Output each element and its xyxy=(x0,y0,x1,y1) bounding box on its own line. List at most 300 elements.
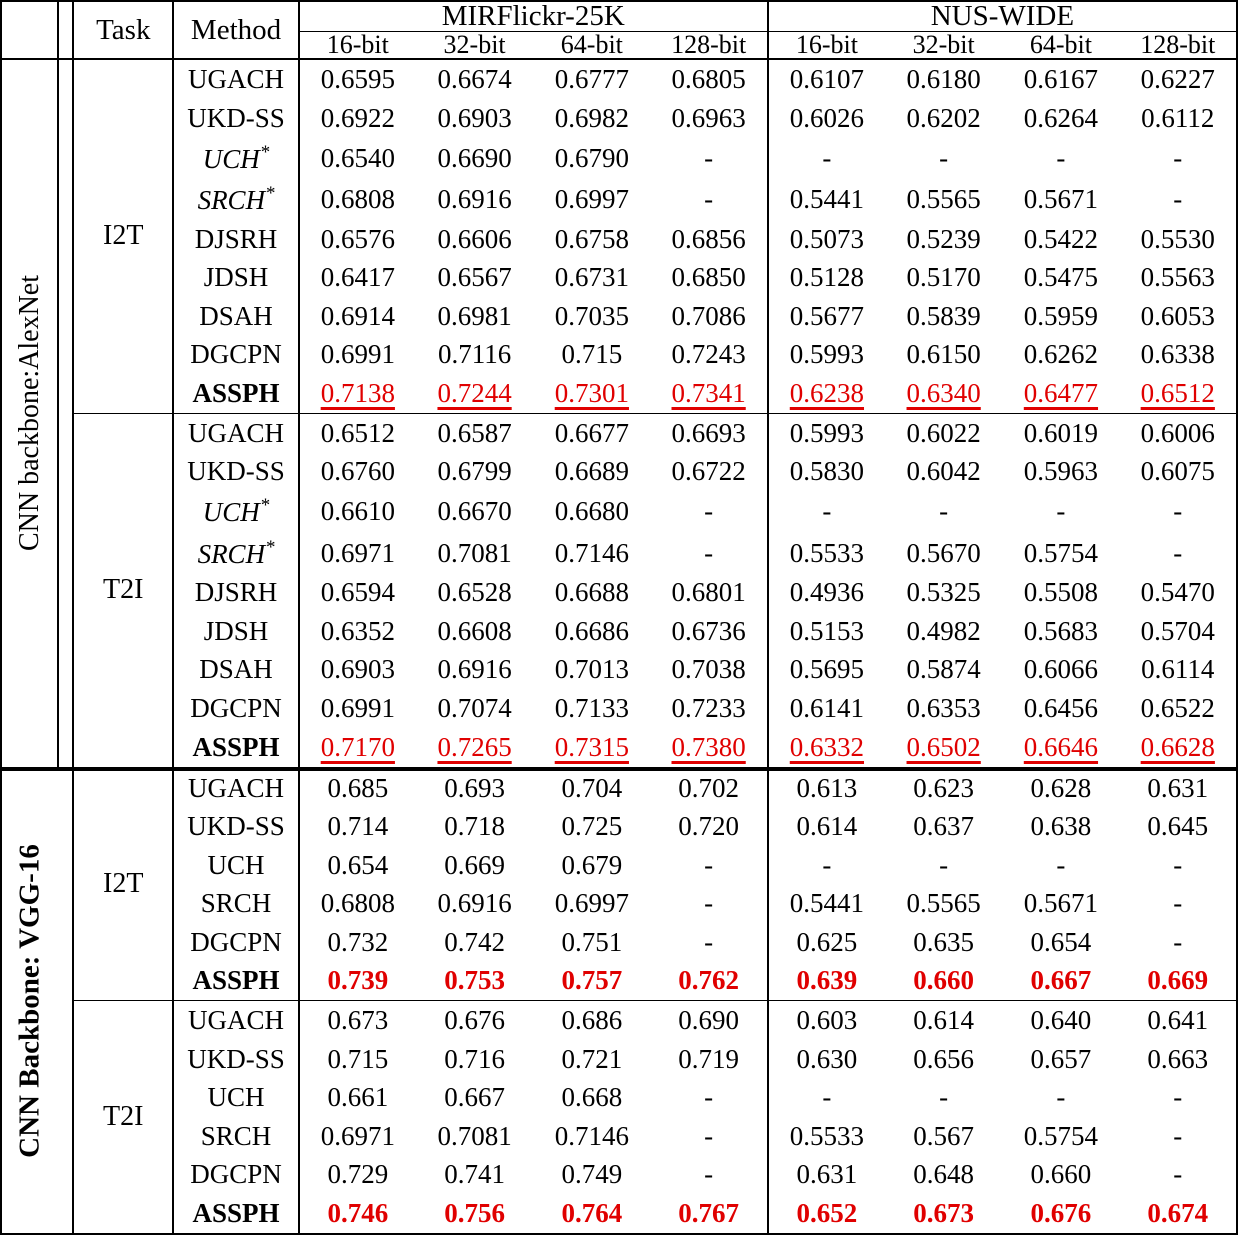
backbone-header-spacer xyxy=(1,1,57,59)
value-mirflickr-64-bit: 0.7301 xyxy=(554,377,629,408)
header-row-groups xyxy=(1,1,1237,32)
value-mirflickr-32-bit: 0.6916 xyxy=(437,654,512,685)
value-mirflickr-32-bit: 0.6799 xyxy=(437,456,512,487)
value-nuswide-128-bit: 0.6114 xyxy=(1120,651,1237,690)
value-nuswide-16-bit: - xyxy=(822,142,832,173)
value-mirflickr-64-bit: 0.7133 xyxy=(554,692,629,723)
method-name: JDSH xyxy=(173,612,298,651)
value-nuswide-128-bit: 0.6338 xyxy=(1120,336,1237,375)
table-row xyxy=(1,297,1237,336)
value-mirflickr-16-bit: 0.729 xyxy=(327,1159,389,1190)
value-nuswide-128-bit: 0.5470 xyxy=(1120,574,1237,613)
value-mirflickr-16-bit: 0.6512 xyxy=(299,413,416,452)
table-row xyxy=(1,259,1237,298)
value-nuswide-128-bit: 0.6628 xyxy=(1120,728,1237,768)
task-label-i2t: I2T xyxy=(73,59,173,413)
table-row xyxy=(1,923,1237,962)
value-mirflickr-16-bit: 0.6971 xyxy=(320,537,395,568)
value-nuswide-16-bit: 0.5441 xyxy=(789,183,865,214)
value-mirflickr-16-bit: 0.6760 xyxy=(320,456,395,487)
value-nuswide-128-bit: 0.663 xyxy=(1120,1040,1237,1079)
value-mirflickr-128-bit: 0.719 xyxy=(650,1040,767,1079)
value-nuswide-128-bit: 0.6053 xyxy=(1120,297,1237,336)
method-name: ASSPH xyxy=(173,962,298,1001)
value-nuswide-64-bit: 0.5422 xyxy=(1023,223,1099,254)
value-mirflickr-32-bit: 0.6606 xyxy=(437,223,512,254)
table-row xyxy=(1,1078,1237,1117)
value-mirflickr-32-bit: 0.716 xyxy=(444,1043,505,1074)
table-row xyxy=(1,137,1237,178)
value-mirflickr-128-bit: - xyxy=(650,923,767,962)
value-nuswide-32-bit: 0.5239 xyxy=(906,223,981,254)
value-nuswide-32-bit: 0.5565 xyxy=(906,183,981,214)
method-name: DJSRH xyxy=(173,574,298,613)
value-nuswide-64-bit: 0.640 xyxy=(1002,1001,1119,1040)
value-mirflickr-64-bit: 0.7146 xyxy=(554,537,629,568)
value-nuswide-32-bit: 0.5874 xyxy=(906,654,981,685)
value-nuswide-32-bit: 0.6202 xyxy=(906,102,981,133)
value-nuswide-64-bit: 0.657 xyxy=(1030,1043,1092,1074)
value-mirflickr-64-bit: 0.6686 xyxy=(554,615,629,646)
value-mirflickr-64-bit: 0.6688 xyxy=(554,577,629,608)
value-nuswide-16-bit: 0.5441 xyxy=(789,888,865,919)
value-mirflickr-64-bit: 0.749 xyxy=(561,1159,623,1190)
value-nuswide-16-bit: 0.625 xyxy=(796,926,858,957)
value-mirflickr-64-bit: 0.721 xyxy=(561,1043,623,1074)
value-nuswide-32-bit: - xyxy=(939,142,949,173)
value-mirflickr-64-bit: 0.757 xyxy=(561,965,623,996)
table-row xyxy=(1,220,1237,259)
header-bit-nus-64: 64-bit xyxy=(1029,30,1092,59)
value-nuswide-32-bit: 0.660 xyxy=(913,965,975,996)
value-mirflickr-64-bit: 0.6997 xyxy=(554,183,629,214)
value-nuswide-64-bit: 0.6456 xyxy=(1023,692,1099,723)
section-double-rule-gap xyxy=(57,59,73,768)
method-name: DSAH xyxy=(173,297,298,336)
value-mirflickr-64-bit: 0.764 xyxy=(533,1194,650,1234)
value-nuswide-64-bit: 0.654 xyxy=(1030,926,1092,957)
value-mirflickr-16-bit: 0.6352 xyxy=(320,615,395,646)
value-nuswide-16-bit: 0.5830 xyxy=(789,456,865,487)
value-mirflickr-128-bit: - xyxy=(650,1155,767,1194)
method-name: UGACH xyxy=(173,59,298,99)
value-mirflickr-32-bit: 0.6916 xyxy=(437,888,512,919)
value-mirflickr-64-bit: 0.7013 xyxy=(554,654,629,685)
value-mirflickr-128-bit: 0.6801 xyxy=(650,574,767,613)
table-row xyxy=(1,532,1237,573)
method-name: DJSRH xyxy=(173,220,298,259)
value-nuswide-32-bit: 0.6180 xyxy=(885,59,1002,99)
value-mirflickr-32-bit: 0.6674 xyxy=(416,59,533,99)
value-mirflickr-128-bit: 0.6736 xyxy=(650,612,767,651)
value-mirflickr-16-bit: 0.6595 xyxy=(299,59,416,99)
value-nuswide-128-bit: 0.641 xyxy=(1120,1001,1237,1040)
value-nuswide-128-bit: - xyxy=(1120,137,1237,178)
method-name: UGACH xyxy=(173,1001,298,1040)
value-nuswide-128-bit: 0.6227 xyxy=(1120,59,1237,99)
method-name: DGCPN xyxy=(173,336,298,375)
table-row xyxy=(1,1001,1237,1040)
table-row xyxy=(1,1194,1237,1234)
value-mirflickr-16-bit: 0.746 xyxy=(299,1194,416,1234)
value-mirflickr-32-bit: 0.718 xyxy=(444,811,505,842)
value-nuswide-128-bit: - xyxy=(1120,1155,1237,1194)
table-row xyxy=(1,612,1237,651)
value-nuswide-32-bit: - xyxy=(939,849,949,880)
value-nuswide-16-bit: 0.4936 xyxy=(789,577,865,608)
value-nuswide-16-bit: 0.6238 xyxy=(789,377,865,408)
value-nuswide-16-bit: 0.5993 xyxy=(768,413,885,452)
value-nuswide-64-bit: 0.5754 xyxy=(1023,537,1099,568)
value-nuswide-64-bit: 0.667 xyxy=(1030,965,1092,996)
value-nuswide-32-bit: 0.6022 xyxy=(885,413,1002,452)
value-mirflickr-32-bit: 0.6567 xyxy=(437,262,512,293)
value-mirflickr-32-bit: 0.7116 xyxy=(437,339,512,370)
value-nuswide-32-bit: 0.6340 xyxy=(906,377,981,408)
value-mirflickr-32-bit: 0.6916 xyxy=(437,183,512,214)
value-mirflickr-32-bit: 0.6903 xyxy=(437,102,512,133)
value-nuswide-32-bit: 0.6150 xyxy=(906,339,981,370)
value-mirflickr-16-bit: 0.673 xyxy=(299,1001,416,1040)
value-nuswide-16-bit: - xyxy=(822,849,832,880)
value-mirflickr-32-bit: 0.6981 xyxy=(437,300,512,331)
value-mirflickr-16-bit: 0.6971 xyxy=(320,1120,395,1151)
value-mirflickr-16-bit: 0.685 xyxy=(299,768,416,808)
method-name: ASSPH xyxy=(173,728,298,768)
method-name: UKD-SS xyxy=(173,453,298,492)
method-name: UCH xyxy=(173,846,298,885)
value-nuswide-32-bit: - xyxy=(939,496,949,527)
task-label-t2i: T2I xyxy=(73,1001,173,1234)
table-row xyxy=(1,962,1237,1001)
value-nuswide-16-bit: 0.5153 xyxy=(789,615,865,646)
value-mirflickr-64-bit: 0.6680 xyxy=(554,496,629,527)
value-mirflickr-16-bit: 0.6991 xyxy=(320,339,395,370)
value-mirflickr-64-bit: 0.704 xyxy=(533,768,650,808)
value-nuswide-128-bit: 0.6522 xyxy=(1120,689,1237,728)
header-bit-mir-64: 64-bit xyxy=(560,30,623,59)
table-row xyxy=(1,179,1237,220)
value-mirflickr-64-bit: 0.6677 xyxy=(533,413,650,452)
value-mirflickr-16-bit: 0.6922 xyxy=(320,102,395,133)
table-row xyxy=(1,59,1237,99)
value-mirflickr-128-bit: 0.720 xyxy=(650,808,767,847)
header-bit-nus-32: 32-bit xyxy=(912,30,975,59)
value-nuswide-32-bit: 0.623 xyxy=(885,768,1002,808)
value-mirflickr-64-bit: 0.7315 xyxy=(533,728,650,768)
table-row xyxy=(1,453,1237,492)
asterisk-marker: * xyxy=(259,141,270,163)
value-mirflickr-16-bit: 0.6417 xyxy=(320,262,395,293)
value-nuswide-32-bit: - xyxy=(939,1082,949,1113)
task-label-i2t: I2T xyxy=(73,768,173,1001)
value-mirflickr-32-bit: 0.6528 xyxy=(437,577,512,608)
table-row xyxy=(1,336,1237,375)
value-nuswide-16-bit: 0.630 xyxy=(796,1043,858,1074)
value-nuswide-64-bit: - xyxy=(1056,1082,1066,1113)
value-mirflickr-16-bit: 0.6594 xyxy=(320,577,395,608)
value-nuswide-128-bit: 0.645 xyxy=(1120,808,1237,847)
value-nuswide-128-bit: 0.669 xyxy=(1120,962,1237,1001)
value-mirflickr-32-bit: 0.7244 xyxy=(437,377,512,408)
method-name: SRCH* xyxy=(173,532,298,573)
header-dataset-nuswide: NUS-WIDE xyxy=(768,1,1237,32)
value-mirflickr-128-bit: 0.7341 xyxy=(650,374,767,413)
value-mirflickr-16-bit: 0.715 xyxy=(327,1043,389,1074)
value-nuswide-16-bit: 0.6141 xyxy=(789,692,865,723)
value-nuswide-128-bit: 0.6512 xyxy=(1120,374,1237,413)
value-nuswide-32-bit: 0.6042 xyxy=(906,456,981,487)
value-mirflickr-128-bit: 0.702 xyxy=(650,768,767,808)
value-nuswide-16-bit: 0.639 xyxy=(796,965,858,996)
value-nuswide-16-bit: 0.613 xyxy=(768,768,885,808)
header-bit-mir-32: 32-bit xyxy=(443,30,506,59)
value-mirflickr-16-bit: 0.661 xyxy=(327,1082,389,1113)
value-mirflickr-128-bit: 0.6722 xyxy=(650,453,767,492)
value-nuswide-32-bit: 0.5325 xyxy=(906,577,981,608)
value-nuswide-64-bit: - xyxy=(1056,142,1066,173)
value-nuswide-32-bit: 0.5565 xyxy=(906,888,981,919)
value-nuswide-128-bit: - xyxy=(1120,1078,1237,1117)
value-nuswide-64-bit: 0.6646 xyxy=(1002,728,1119,768)
value-nuswide-16-bit: - xyxy=(822,1082,832,1113)
header-bit-mir-16: 16-bit xyxy=(326,30,389,59)
value-mirflickr-32-bit: 0.7081 xyxy=(437,1120,512,1151)
value-nuswide-16-bit: 0.5128 xyxy=(789,262,865,293)
value-nuswide-32-bit: 0.5170 xyxy=(906,262,981,293)
header-bit-nus-16: 16-bit xyxy=(795,30,858,59)
value-nuswide-32-bit: 0.614 xyxy=(885,1001,1002,1040)
value-nuswide-128-bit: 0.6112 xyxy=(1120,99,1237,138)
asterisk-marker: * xyxy=(265,182,275,204)
value-nuswide-16-bit: 0.5073 xyxy=(789,223,865,254)
value-nuswide-16-bit: 0.5695 xyxy=(789,654,865,685)
table-row xyxy=(1,1040,1237,1079)
value-mirflickr-128-bit: 0.690 xyxy=(650,1001,767,1040)
value-mirflickr-16-bit: 0.714 xyxy=(327,811,389,842)
value-mirflickr-128-bit: 0.7038 xyxy=(650,651,767,690)
method-name: ASSPH xyxy=(173,1194,298,1234)
value-nuswide-16-bit: 0.5993 xyxy=(789,339,865,370)
value-nuswide-64-bit: 0.6066 xyxy=(1023,654,1099,685)
value-mirflickr-16-bit: 0.6610 xyxy=(320,496,395,527)
value-mirflickr-16-bit: 0.6914 xyxy=(320,300,395,331)
value-mirflickr-16-bit: 0.732 xyxy=(327,926,389,957)
value-mirflickr-64-bit: 0.6758 xyxy=(554,223,629,254)
value-nuswide-64-bit: 0.5671 xyxy=(1023,888,1099,919)
value-nuswide-64-bit: 0.5959 xyxy=(1023,300,1099,331)
backbone-label-cell xyxy=(1,768,57,1234)
value-mirflickr-64-bit: 0.6777 xyxy=(533,59,650,99)
table-row xyxy=(1,846,1237,885)
value-nuswide-64-bit: 0.6477 xyxy=(1023,377,1099,408)
value-nuswide-64-bit: 0.6262 xyxy=(1023,339,1099,370)
value-nuswide-16-bit: 0.6026 xyxy=(789,102,865,133)
value-mirflickr-16-bit: 0.6808 xyxy=(320,888,395,919)
value-mirflickr-64-bit: 0.6997 xyxy=(554,888,629,919)
value-nuswide-128-bit: - xyxy=(1120,923,1237,962)
value-nuswide-32-bit: 0.648 xyxy=(913,1159,975,1190)
value-mirflickr-128-bit: - xyxy=(650,179,767,220)
value-mirflickr-64-bit: 0.715 xyxy=(561,339,623,370)
table-row xyxy=(1,651,1237,690)
value-mirflickr-32-bit: 0.7074 xyxy=(437,692,512,723)
value-nuswide-128-bit: - xyxy=(1120,885,1237,924)
value-mirflickr-16-bit: 0.6991 xyxy=(320,692,395,723)
value-mirflickr-32-bit: 0.756 xyxy=(416,1194,533,1234)
value-nuswide-64-bit: 0.6167 xyxy=(1002,59,1119,99)
backbone-label: CNN Backbone: VGG-16 xyxy=(13,843,46,1158)
value-mirflickr-64-bit: 0.751 xyxy=(561,926,623,957)
value-nuswide-128-bit: 0.5563 xyxy=(1120,259,1237,298)
value-mirflickr-64-bit: 0.7035 xyxy=(554,300,629,331)
value-nuswide-64-bit: 0.5963 xyxy=(1023,456,1099,487)
value-nuswide-64-bit: 0.660 xyxy=(1030,1159,1092,1190)
value-mirflickr-32-bit: 0.6670 xyxy=(437,496,512,527)
method-name: DGCPN xyxy=(173,1155,298,1194)
method-name: UCH xyxy=(173,1078,298,1117)
value-mirflickr-16-bit: 0.6808 xyxy=(320,183,395,214)
value-nuswide-16-bit: 0.6332 xyxy=(768,728,885,768)
method-name: UCH* xyxy=(173,137,298,178)
value-mirflickr-128-bit: 0.762 xyxy=(650,962,767,1001)
value-nuswide-16-bit: 0.5533 xyxy=(789,537,865,568)
value-mirflickr-16-bit: 0.7138 xyxy=(320,377,395,408)
backbone-label: CNN backbone:AlexNet xyxy=(13,275,45,552)
value-nuswide-64-bit: 0.628 xyxy=(1002,768,1119,808)
task-label-t2i: T2I xyxy=(73,413,173,767)
value-mirflickr-16-bit: 0.6903 xyxy=(320,654,395,685)
value-mirflickr-128-bit: 0.6850 xyxy=(650,259,767,298)
value-mirflickr-128-bit: - xyxy=(650,137,767,178)
value-mirflickr-128-bit: - xyxy=(650,1078,767,1117)
method-name: JDSH xyxy=(173,259,298,298)
value-nuswide-32-bit: 0.637 xyxy=(913,811,975,842)
method-name: ASSPH xyxy=(173,374,298,413)
value-mirflickr-64-bit: 0.668 xyxy=(561,1082,623,1113)
table-row xyxy=(1,885,1237,924)
method-name: SRCH xyxy=(173,1117,298,1156)
section-double-rule-gap xyxy=(57,768,73,1234)
asterisk-marker: * xyxy=(259,495,270,517)
value-nuswide-32-bit: 0.635 xyxy=(913,926,975,957)
value-mirflickr-16-bit: 0.739 xyxy=(327,965,389,996)
value-nuswide-32-bit: 0.4982 xyxy=(906,615,981,646)
value-mirflickr-32-bit: 0.693 xyxy=(416,768,533,808)
value-mirflickr-32-bit: 0.669 xyxy=(444,849,505,880)
value-mirflickr-128-bit: 0.7086 xyxy=(650,297,767,336)
value-nuswide-16-bit: 0.603 xyxy=(768,1001,885,1040)
value-nuswide-32-bit: 0.567 xyxy=(913,1120,975,1151)
value-mirflickr-64-bit: 0.6731 xyxy=(554,262,629,293)
value-nuswide-16-bit: 0.652 xyxy=(768,1194,885,1234)
method-name: DSAH xyxy=(173,651,298,690)
header-dataset-mirflickr: MIRFlickr-25K xyxy=(299,1,768,32)
table-row xyxy=(1,728,1237,768)
value-nuswide-64-bit: 0.5683 xyxy=(1023,615,1099,646)
value-mirflickr-64-bit: 0.7146 xyxy=(554,1120,629,1151)
value-mirflickr-64-bit: 0.725 xyxy=(561,811,623,842)
value-nuswide-64-bit: - xyxy=(1056,849,1066,880)
value-mirflickr-64-bit: 0.679 xyxy=(561,849,623,880)
value-nuswide-128-bit: 0.674 xyxy=(1120,1194,1237,1234)
value-nuswide-128-bit: - xyxy=(1120,532,1237,573)
value-nuswide-64-bit: 0.6019 xyxy=(1002,413,1119,452)
value-mirflickr-16-bit: 0.6540 xyxy=(320,142,395,173)
value-mirflickr-128-bit: 0.6856 xyxy=(650,220,767,259)
value-mirflickr-16-bit: 0.7170 xyxy=(299,728,416,768)
value-nuswide-16-bit: 0.631 xyxy=(796,1159,858,1190)
value-mirflickr-32-bit: 0.6587 xyxy=(416,413,533,452)
header-bit-mir-128: 128-bit xyxy=(650,32,767,60)
value-nuswide-64-bit: 0.5671 xyxy=(1023,183,1099,214)
value-nuswide-128-bit: - xyxy=(1120,846,1237,885)
header-method: Method xyxy=(173,1,298,59)
value-mirflickr-32-bit: 0.7265 xyxy=(416,728,533,768)
value-nuswide-128-bit: 0.631 xyxy=(1120,768,1237,808)
table-row xyxy=(1,491,1237,532)
value-nuswide-64-bit: 0.5754 xyxy=(1023,1120,1099,1151)
header-double-rule-gap xyxy=(57,1,73,59)
value-mirflickr-128-bit: 0.6693 xyxy=(650,413,767,452)
value-mirflickr-128-bit: 0.7243 xyxy=(650,336,767,375)
method-name: UKD-SS xyxy=(173,1040,298,1079)
header-task: Task xyxy=(73,1,173,59)
table-row xyxy=(1,413,1237,452)
method-name: UGACH xyxy=(173,413,298,452)
table-row xyxy=(1,689,1237,728)
value-nuswide-64-bit: 0.5475 xyxy=(1023,262,1099,293)
value-nuswide-128-bit: 0.5704 xyxy=(1120,612,1237,651)
value-mirflickr-128-bit: 0.767 xyxy=(650,1194,767,1234)
value-mirflickr-32-bit: 0.741 xyxy=(444,1159,505,1190)
value-nuswide-32-bit: 0.6353 xyxy=(906,692,981,723)
method-name: UKD-SS xyxy=(173,808,298,847)
value-nuswide-32-bit: 0.5839 xyxy=(906,300,981,331)
method-name: SRCH xyxy=(173,885,298,924)
value-nuswide-32-bit: 0.6502 xyxy=(885,728,1002,768)
value-mirflickr-64-bit: 0.6982 xyxy=(554,102,629,133)
value-nuswide-16-bit: - xyxy=(822,496,832,527)
header-bit-nus-128: 128-bit xyxy=(1120,32,1237,60)
table-body xyxy=(1,59,1237,1234)
value-mirflickr-32-bit: 0.676 xyxy=(416,1001,533,1040)
value-nuswide-128-bit: 0.6075 xyxy=(1120,453,1237,492)
method-name: UGACH xyxy=(173,768,298,808)
value-mirflickr-16-bit: 0.654 xyxy=(327,849,389,880)
value-mirflickr-32-bit: 0.667 xyxy=(444,1082,505,1113)
method-name: DGCPN xyxy=(173,923,298,962)
value-nuswide-64-bit: 0.6264 xyxy=(1023,102,1099,133)
value-mirflickr-32-bit: 0.742 xyxy=(444,926,505,957)
table-row xyxy=(1,99,1237,138)
value-mirflickr-128-bit: 0.7233 xyxy=(650,689,767,728)
value-nuswide-32-bit: 0.673 xyxy=(885,1194,1002,1234)
asterisk-marker: * xyxy=(265,536,275,558)
value-mirflickr-32-bit: 0.7081 xyxy=(437,537,512,568)
value-nuswide-128-bit: 0.5530 xyxy=(1120,220,1237,259)
value-nuswide-16-bit: 0.614 xyxy=(796,811,858,842)
table-row xyxy=(1,374,1237,413)
method-name: UKD-SS xyxy=(173,99,298,138)
value-mirflickr-32-bit: 0.753 xyxy=(444,965,505,996)
value-mirflickr-64-bit: 0.6689 xyxy=(554,456,629,487)
value-nuswide-64-bit: 0.638 xyxy=(1030,811,1092,842)
value-mirflickr-128-bit: 0.6963 xyxy=(650,99,767,138)
value-nuswide-128-bit: - xyxy=(1120,179,1237,220)
value-nuswide-32-bit: 0.5670 xyxy=(906,537,981,568)
method-name: DGCPN xyxy=(173,689,298,728)
